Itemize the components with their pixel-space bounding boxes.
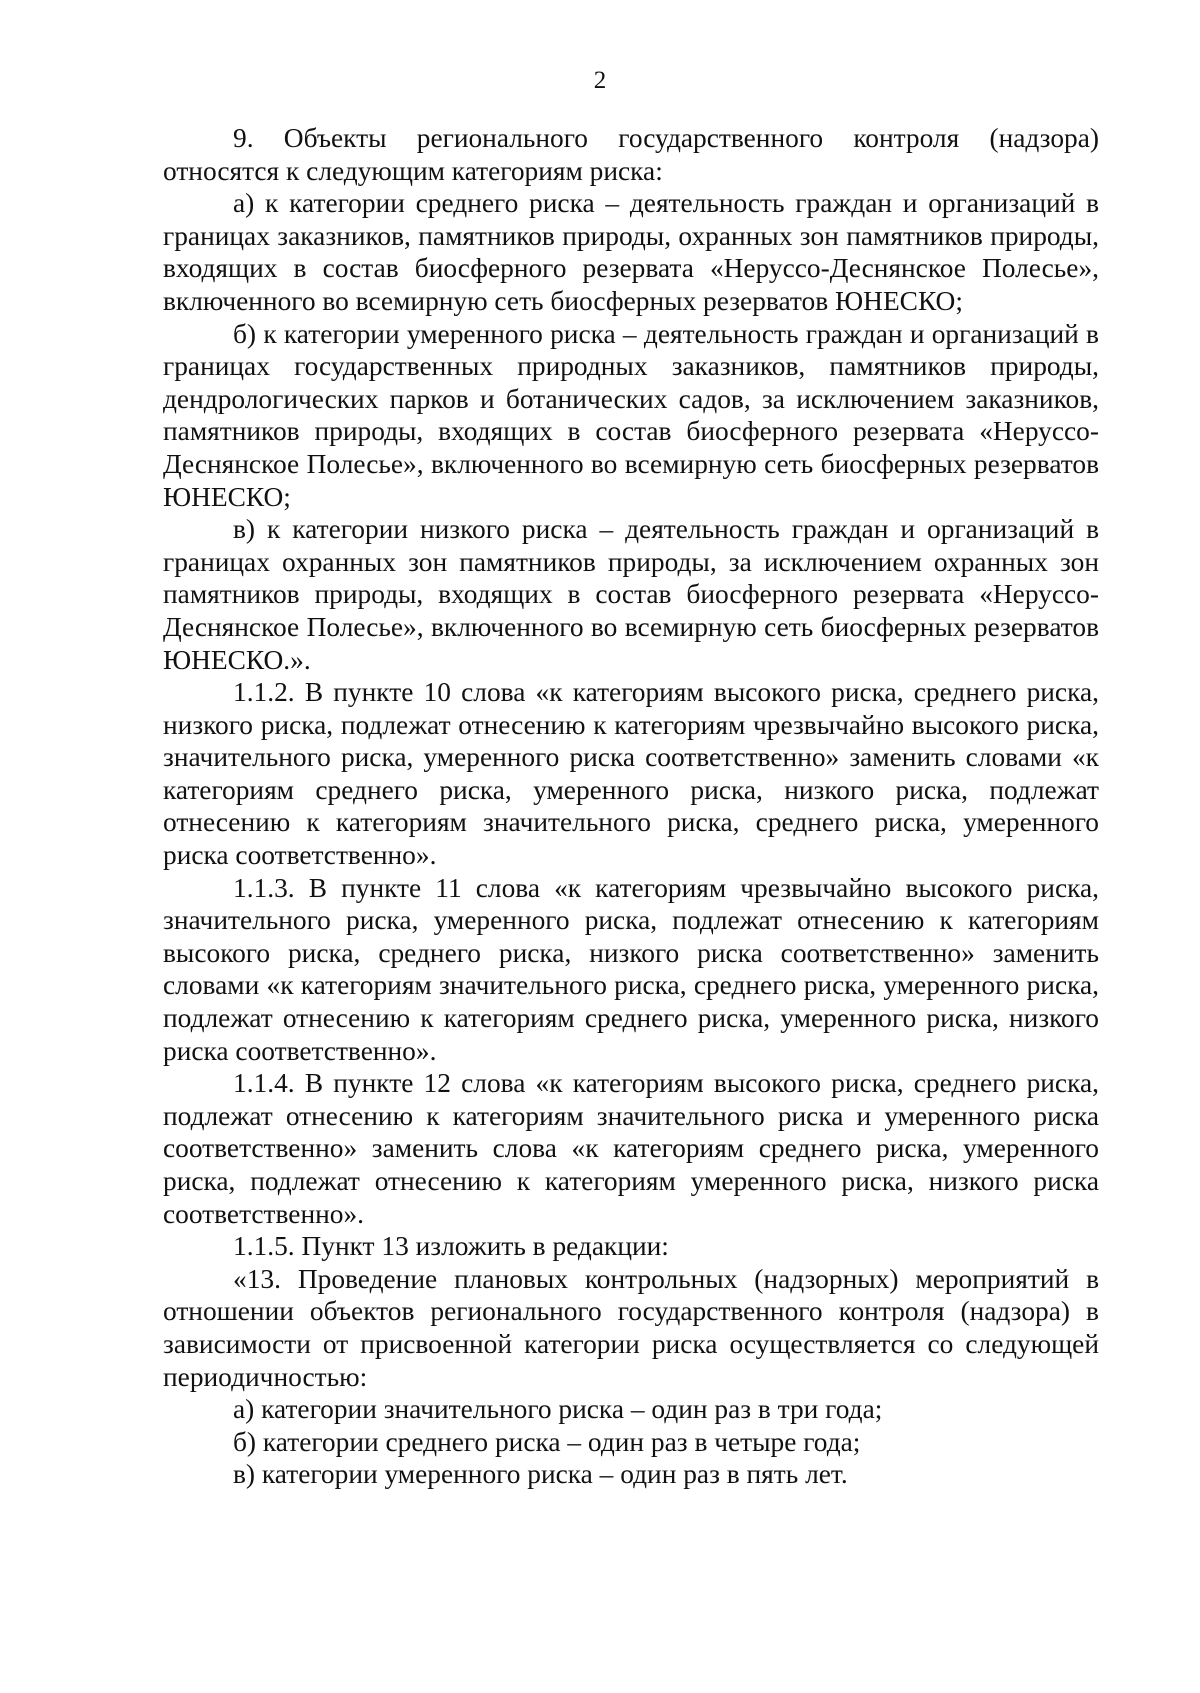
paragraph-clause-1-1-5: 1.1.5. Пункт 13 изложить в редакции: — [233, 1231, 669, 1262]
paragraph-moderate-risk: б) к категории умеренного риска – деятельность граждан и организаций в границах государственных природных заказников, памятников природы, дендрологических парков и ботанических садов, за исключением заказников, памятников природы, входящих в состав биосферного резервата «Неруссо-Деснянское Полесье», включенного во всемирную сеть биосферных резерватов ЮНЕСКО; — [163, 318, 1099, 512]
paragraph-clause-13: «13. Проведение плановых контрольных (надзорных) мероприятий в отношении объектов регионального государственного контроля (надзора) в зависимости от присвоенной категории риска осуществляется со следующей периодичностью: — [163, 1263, 1099, 1392]
paragraph-clause-1-1-4: 1.1.4. В пункте 12 слова «к категориям высокого риска, среднего риска, подлежат отнесению к категориям значительного риска и умеренного риска соответственно» заменить слова «к категориям среднего риска, умеренного риска, подлежат отнесению к категориям умеренного риска, низкого риска соответственно». — [163, 1068, 1099, 1229]
paragraph-clause-1-1-2: 1.1.2. В пункте 10 слова «к категориям высокого риска, среднего риска, низкого риска, подлежат отнесению к категориям чрезвычайно высокого риска, значительного риска, умеренного риска соответственно» заменить словами «к категориям среднего риска, умеренного риска, низкого риска, подлежат отнесению к категориям значительного риска, среднего риска, умеренного риска соответственно». — [163, 677, 1099, 871]
paragraph-low-risk: в) к категории низкого риска – деятельность граждан и организаций в границах охранных зон памятников природы, за исключением охранных зон памятников природы, входящих в состав биосферного резервата «Неруссо-Деснянское Полесье», включенного во всемирную сеть биосферных резерватов ЮНЕСКО.». — [163, 514, 1099, 675]
document-body — [163, 122, 1099, 1491]
list-item-medium-risk: б) категории среднего риска – один раз в четыре года; — [233, 1426, 861, 1457]
paragraph-clause-1-1-3: 1.1.3. В пункте 11 слова «к категориям чрезвычайно высокого риска, значительного риска, умеренного риска, подлежат отнесению к категориям высокого риска, среднего риска, низкого риска соответственно» заменить словами «к категориям значительного риска, среднего риска, умеренного риска, подлежат отнесению к категориям среднего риска, умеренного риска, низкого риска соответственно». — [163, 872, 1099, 1066]
page-number: 2 — [593, 67, 607, 94]
list-item-significant-risk: а) категории значительного риска – один раз в три года; — [233, 1394, 883, 1425]
paragraph-risk-categories-intro: 9. Объекты регионального государственного контроля (надзора) относятся к следующим категориям риска: — [163, 123, 1099, 186]
list-item-moderate-risk: в) категории умеренного риска – один раз в пять лет. — [233, 1459, 848, 1490]
paragraph-medium-risk: а) к категории среднего риска – деятельность граждан и организаций в границах заказников, памятников природы, охранных зон памятников природы, входящих в состав биосферного резервата «Неруссо-Деснянское Полесье», включенного во всемирную сеть биосферных резерватов ЮНЕСКО; — [163, 188, 1099, 316]
